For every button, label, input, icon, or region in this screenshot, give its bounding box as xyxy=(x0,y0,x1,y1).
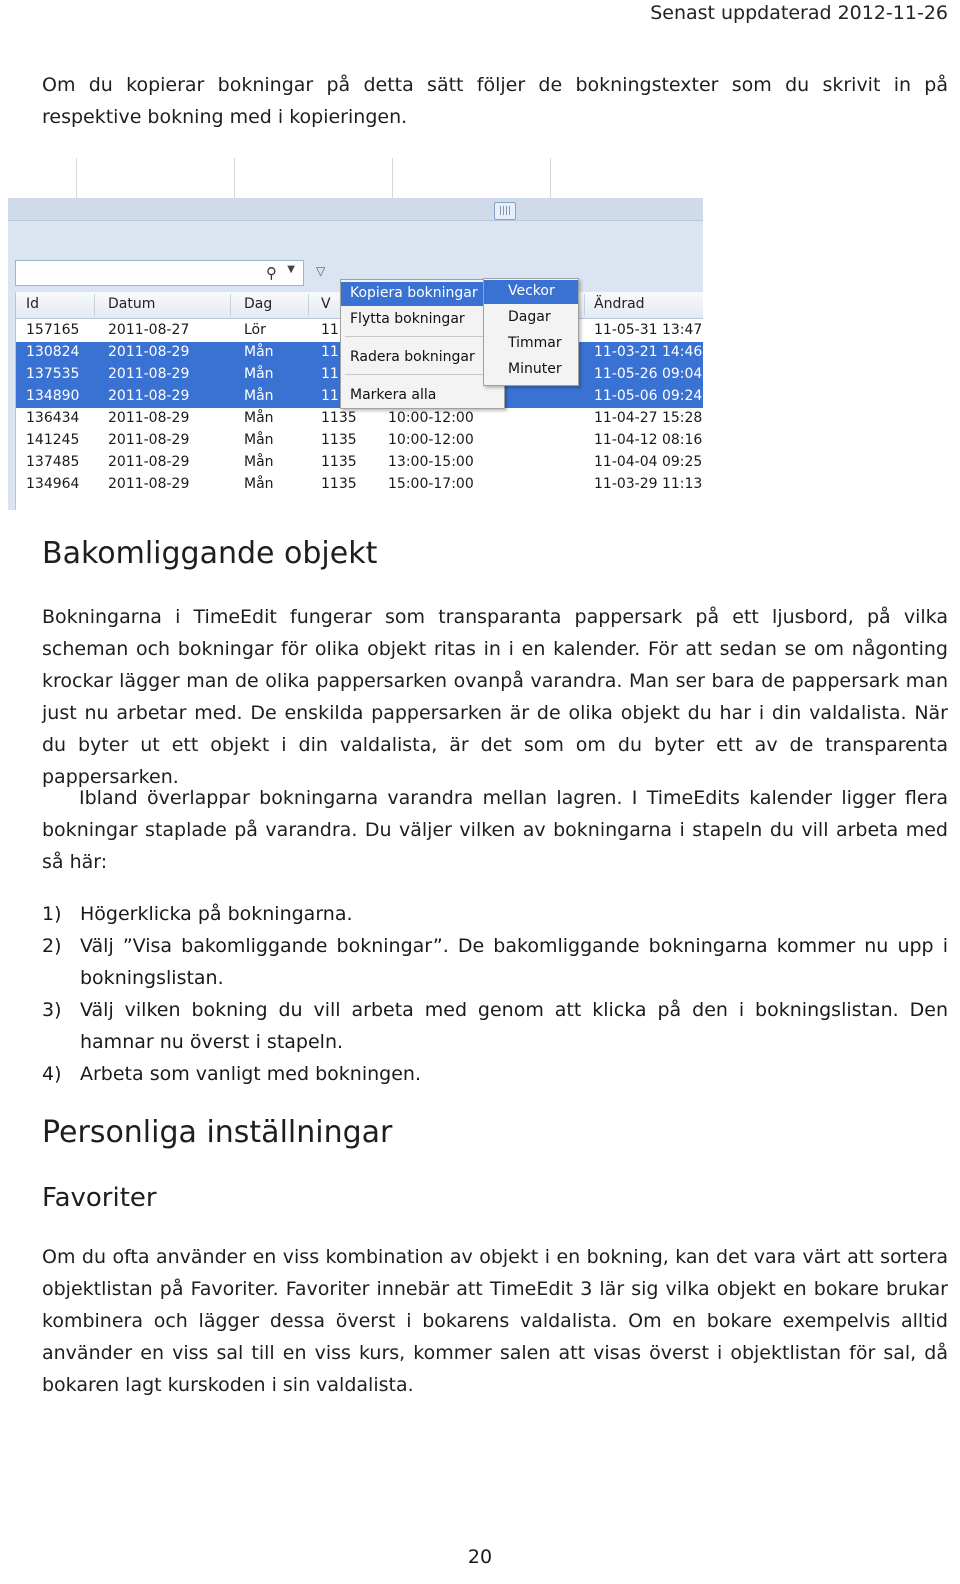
submenu-item-dagar[interactable]: Dagar xyxy=(508,309,551,325)
col-datum[interactable]: Datum xyxy=(108,296,156,312)
page-number: 20 xyxy=(467,1546,493,1568)
table-row[interactable] xyxy=(16,408,703,430)
cell-andrad: 11-04-04 09:25 xyxy=(594,454,703,470)
cell-v: 1135 xyxy=(321,454,357,470)
menu-item-radera[interactable]: Radera bokningar xyxy=(350,349,475,365)
cell-datum: 2011-08-29 xyxy=(108,388,190,404)
cell-dag: Mån xyxy=(244,476,274,492)
cell-v: 11 xyxy=(321,344,339,360)
bookings-screenshot xyxy=(8,158,703,510)
cell-datum: 2011-08-29 xyxy=(108,344,190,360)
cell-id: 130824 xyxy=(26,344,80,360)
copy-submenu xyxy=(483,278,579,386)
cell-id: 134964 xyxy=(26,476,80,492)
cell-v: 11 xyxy=(321,322,339,338)
col-andrad[interactable]: Ändrad xyxy=(594,296,645,312)
cell-id: 134890 xyxy=(26,388,80,404)
cell-dag: Mån xyxy=(244,366,274,382)
cell-dag: Mån xyxy=(244,344,274,360)
cell-v: 1135 xyxy=(321,410,357,426)
menu-item-flytta[interactable]: Flytta bokningar xyxy=(350,311,465,327)
chevron-down-icon[interactable]: ▼ xyxy=(287,264,295,275)
context-menu xyxy=(340,279,505,409)
cell-tid: 10:00-12:00 xyxy=(388,410,474,426)
cell-tid: 13:00-15:00 xyxy=(388,454,474,470)
subsection-title-favoriter: Favoriter xyxy=(42,1183,157,1213)
search-icon[interactable]: ⚲ xyxy=(266,264,277,282)
steps-list xyxy=(42,898,948,1090)
cell-andrad: 11-03-21 14:46 xyxy=(594,344,703,360)
cell-andrad: 11-05-31 13:47 xyxy=(594,322,703,338)
cell-andrad: 11-04-12 08:16 xyxy=(594,432,703,448)
cell-datum: 2011-08-29 xyxy=(108,410,190,426)
list-item: 3) Välj vilken bokning du vill arbeta med genom att klicka på den i bokningslistan. Den hamnar nu överst i stapeln. xyxy=(42,999,948,1053)
last-updated: Senast uppdaterad 2012-11-26 xyxy=(650,2,948,24)
cell-dag: Mån xyxy=(244,388,274,404)
cell-dag: Mån xyxy=(244,410,274,426)
cell-andrad: 11-03-29 11:13 xyxy=(594,476,703,492)
favoriter-paragraph: Om du ofta använder en viss kombination av objekt i en bokning, kan det vara värt att sortera objektlistan på Favoriter. Favoriter innebär att TimeEdit 3 lär sig vilka objekt en bokare brukar kombinera och lägger dessa överst i bokarens valdalista. Om en bokare exempelvis alltid använder en viss sal till en viss kurs, kommer salen att visas överst i objektlistan för sal, då bokaren lagt kurskoden i sin valdalista. xyxy=(42,1246,948,1396)
submenu-item-timmar[interactable]: Timmar xyxy=(508,335,562,351)
search-input[interactable] xyxy=(15,260,304,286)
col-v[interactable]: V xyxy=(321,296,331,312)
col-dag[interactable]: Dag xyxy=(244,296,273,312)
cell-andrad: 11-04-27 15:28 xyxy=(594,410,703,426)
list-item: 2) Välj ”Visa bakomliggande bokningar”. De bakomliggande bokningarna kommer nu upp i bokningslistan. xyxy=(42,935,948,989)
submenu-item-veckor[interactable]: Veckor xyxy=(484,280,578,304)
table-row[interactable] xyxy=(16,452,703,474)
col-id[interactable]: Id xyxy=(26,296,40,312)
cell-v: 1135 xyxy=(321,432,357,448)
cell-datum: 2011-08-29 xyxy=(108,366,190,382)
cell-datum: 2011-08-29 xyxy=(108,432,190,448)
section1-paragraph2: Ibland överlappar bokningarna varandra mellan lagren. I TimeEdits kalender ligger flera bokningar staplade på varandra. Du väljer vilken av bokningarna i stapeln du vill arbeta med så här: xyxy=(42,787,948,873)
filter-chevron-icon[interactable]: ▽ xyxy=(316,264,326,278)
intro-paragraph: Om du kopierar bokningar på detta sätt följer de bokningstexter som du skrivit in på respektive bokning med i kopieringen. xyxy=(42,74,948,128)
cell-id: 157165 xyxy=(26,322,80,338)
submenu-item-minuter[interactable]: Minuter xyxy=(508,361,562,377)
splitter-grip-icon[interactable] xyxy=(494,202,516,220)
section-title-personliga: Personliga inställningar xyxy=(42,1115,393,1150)
menu-item-kopiera[interactable]: Kopiera bokningar xyxy=(341,282,504,306)
table-row[interactable] xyxy=(16,430,703,452)
cell-id: 137485 xyxy=(26,454,80,470)
cell-dag: Mån xyxy=(244,432,274,448)
cell-v: 1135 xyxy=(321,476,357,492)
section-title-bakomliggande: Bakomliggande objekt xyxy=(42,536,378,571)
cell-datum: 2011-08-29 xyxy=(108,454,190,470)
cell-v: 11 xyxy=(321,388,339,404)
cell-dag: Lör xyxy=(244,322,266,338)
list-item: 4) Arbeta som vanligt med bokningen. xyxy=(42,1063,421,1085)
cell-datum: 2011-08-27 xyxy=(108,322,190,338)
cell-id: 136434 xyxy=(26,410,80,426)
cell-dag: Mån xyxy=(244,454,274,470)
cell-id: 141245 xyxy=(26,432,80,448)
menu-item-markera-alla[interactable]: Markera alla xyxy=(350,387,437,403)
section1-paragraph1: Bokningarna i TimeEdit fungerar som transparanta pappersark på ett ljusbord, på vilka scheman och bokningar för olika objekt ritas in i en kalender. För att sedan se om någonting krockar lägger man de olika pappersarken ovanpå varandra. Man ser bara de pappersark man just nu arbetar med. De enskilda pappersarken är de olika objekt du har i din valdalista. När du byter ut ett objekt i din valdalista, är det som om du byter ett av de transparenta pappersarken. xyxy=(42,606,948,788)
cell-tid: 10:00-12:00 xyxy=(388,432,474,448)
list-item: 1) Högerklicka på bokningarna. xyxy=(42,903,353,925)
cell-andrad: 11-05-06 09:24 xyxy=(594,388,703,404)
table-row[interactable] xyxy=(16,474,703,496)
cell-tid: 15:00-17:00 xyxy=(388,476,474,492)
splitter-bar[interactable] xyxy=(8,198,703,221)
cell-datum: 2011-08-29 xyxy=(108,476,190,492)
cell-v: 11 xyxy=(321,366,339,382)
calendar-top xyxy=(8,158,703,198)
cell-id: 137535 xyxy=(26,366,80,382)
cell-andrad: 11-05-26 09:04 xyxy=(594,366,703,382)
